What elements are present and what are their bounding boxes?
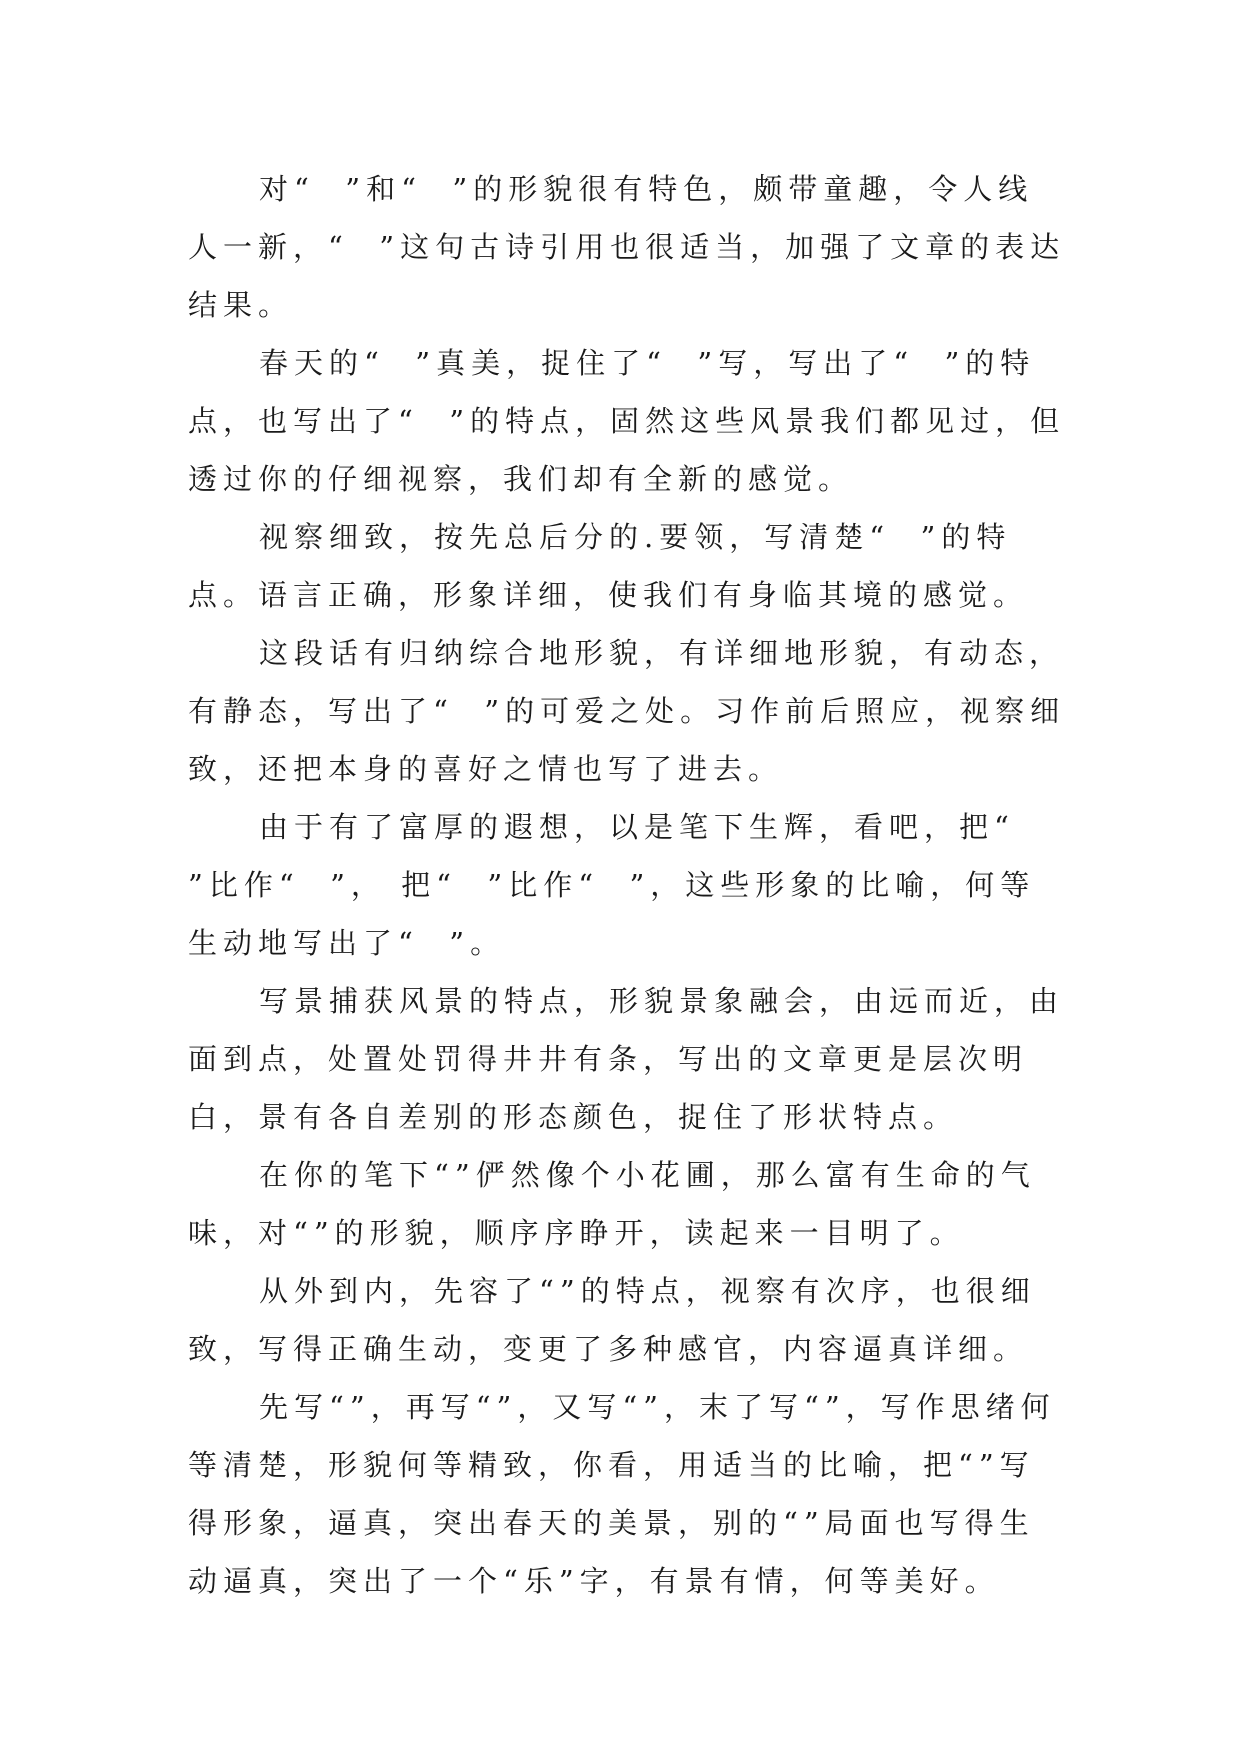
- paragraph: 春天的“ ”真美，捉住了“ ”写，写出了“ ”的特点，也写出了“ ”的特点，固然这些风景我们都见过，但透过你的仔细视察，我们却有全新的感觉。: [188, 346, 1066, 496]
- paragraph: 从外到内，先容了“”的特点，视察有次序，也很细致，写得正确生动，变更了多种感官，内容逼真详细。: [188, 1274, 1036, 1366]
- paragraph: 对“ ”和“ ”的形貌很有特色，颇带童趣，令人线人一新，“ ”这句古诗引用也很适当，加强了文章的表达结果。: [188, 172, 1066, 322]
- paragraph: 由于有了富厚的遐想，以是笔下生辉，看吧，把“ ”比作“ ”， 把“ ”比作“ ”，这些形象的比喻，何等生动地写出了“ ”。: [188, 810, 1046, 960]
- paragraph: 写景捕获风景的特点，形貌景象融会，由远而近，由面到点，处置处罚得井井有条，写出的文章更是层次明白，景有各自差别的形态颜色，捉住了形状特点。: [188, 984, 1065, 1134]
- paragraph: 在你的笔下“”俨然像个小花圃，那么富有生命的气味，对“”的形貌，顺序序睁开，读起来一目明了。: [188, 1158, 1036, 1250]
- paragraph: 这段话有归纳综合地形貌，有详细地形貌，有动态，有静态，写出了“ ”的可爱之处。习作前后照应，视察细致，还把本身的喜好之情也写了进去。: [188, 636, 1066, 786]
- paragraph: 先写“”，再写“”，又写“”，末了写“”，写作思绪何等清楚，形貌何等精致，你看，用适当的比喻，把“”写得形象，逼真，突出春天的美景，别的“”局面也写得生动逼真，突出了一个“乐”字，有景有情，何等美好。: [188, 1390, 1056, 1598]
- document-body: [188, 160, 1068, 1610]
- paragraph: 视察细致，按先总后分的.要领，写清楚“ ”的特点。语言正确，形象详细，使我们有身临其境的感觉。: [188, 520, 1029, 612]
